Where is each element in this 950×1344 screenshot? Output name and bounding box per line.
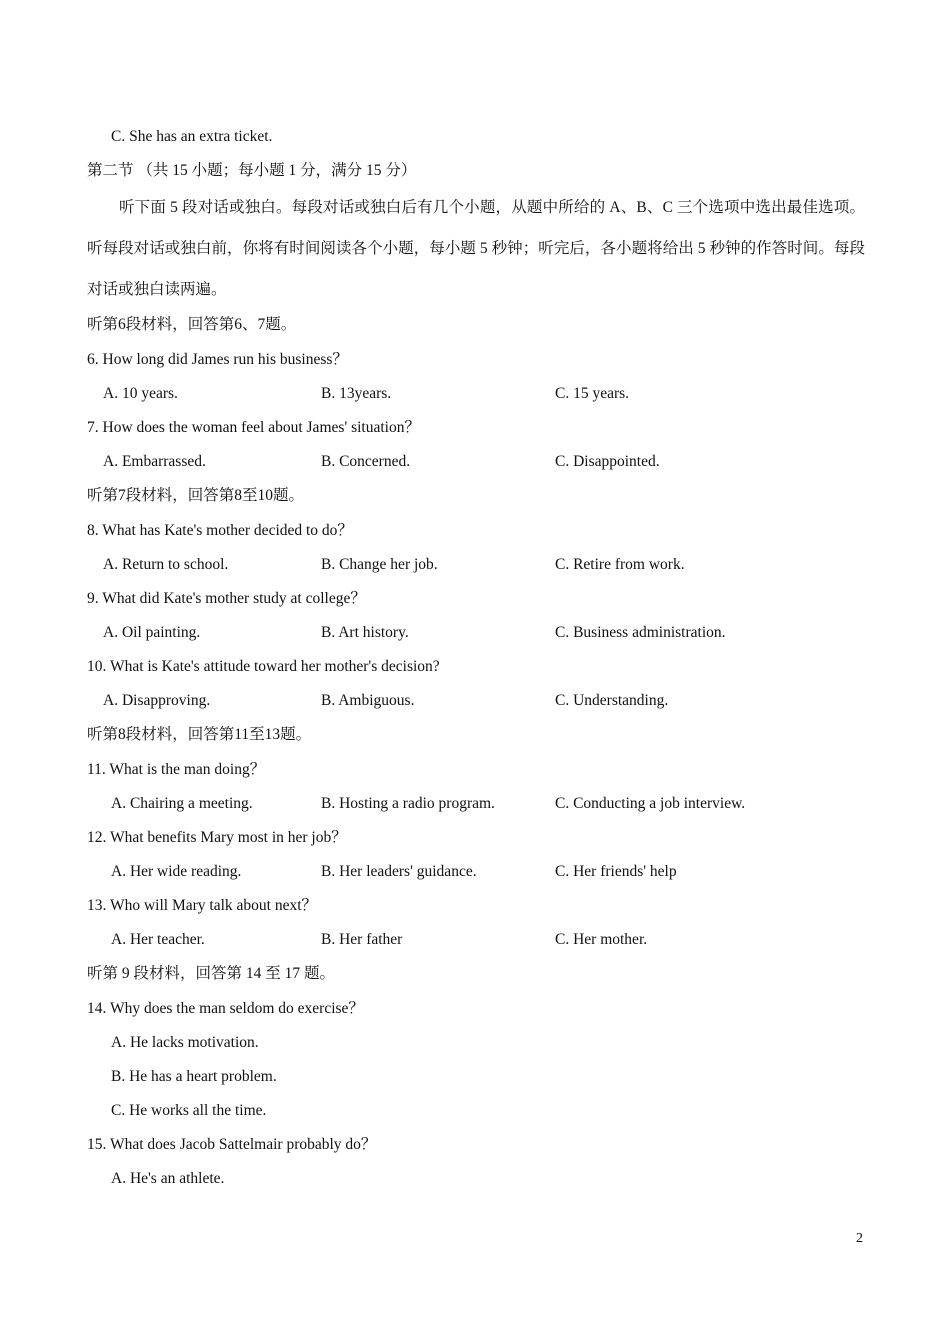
question-6: 6. How long did James run his business？ <box>87 351 348 368</box>
question-12-option-a: A. Her wide reading. <box>111 863 242 880</box>
question-13: 13. Who will Mary talk about next？ <box>87 897 318 914</box>
question-8-option-a: A. Return to school. <box>103 556 229 573</box>
question-8-option-c: C. Retire from work. <box>555 556 685 573</box>
question-9-option-c: C. Business administration. <box>555 624 726 641</box>
question-14-option-a: A. He lacks motivation. <box>111 1034 259 1051</box>
question-6-option-a: A. 10 years. <box>103 385 178 402</box>
question-9-option-b: B. Art history. <box>321 624 409 641</box>
question-12-option-b: B. Her leaders' guidance. <box>321 863 477 880</box>
question-7-option-c: C. Disappointed. <box>555 453 660 470</box>
question-15: 15. What does Jacob Sattelmair probably do？ <box>87 1136 377 1153</box>
material-7-heading: 听第7段材料，回答第8至10题。 <box>87 487 305 504</box>
question-10: 10. What is Kate's attitude toward her mother's decision? <box>87 658 440 675</box>
question-9: 9. What did Kate's mother study at college？ <box>87 590 366 607</box>
question-14: 14. Why does the man seldom do exercise？ <box>87 1000 364 1017</box>
page-number: 2 <box>856 1231 863 1246</box>
section-heading: 第二节 （共 15 小题；每小题 1 分，满分 15 分） <box>87 162 417 179</box>
instructions-paragraph: 听下面 5 段对话或独白。每段对话或独白后有几个小题，从题中所给的 A、B、C 三个选项中选出最佳选项。听每段对话或独白前，你将有时间阅读各个小题，每小题 5 秒钟；听完后，各小题将给出 5 秒钟的作答时间。每段对话或独白读两遍。 <box>87 199 865 298</box>
material-6-heading: 听第6段材料，回答第6、7题。 <box>87 316 297 333</box>
question-11: 11. What is the man doing？ <box>87 761 266 778</box>
question-14-option-b: B. He has a heart problem. <box>111 1068 277 1085</box>
question-14-option-c: C. He works all the time. <box>111 1102 267 1119</box>
question-10-option-a: A. Disapproving. <box>103 692 211 709</box>
question-13-option-b: B. Her father <box>321 931 403 948</box>
question-12-option-c: C. Her friends' help <box>555 863 677 880</box>
question-9-option-a: A. Oil painting. <box>103 624 201 641</box>
question-6-option-b: B. 13years. <box>321 385 392 402</box>
question-6-option-c: C. 15 years. <box>555 385 630 402</box>
material-8-heading: 听第8段材料，回答第11至13题。 <box>87 726 312 743</box>
question-12: 12. What benefits Mary most in her job？ <box>87 829 347 846</box>
question-10-option-b: B. Ambiguous. <box>321 692 415 709</box>
material-9-heading: 听第 9 段材料，回答第 14 至 17 题。 <box>87 965 336 982</box>
question-8: 8. What has Kate's mother decided to do？ <box>87 522 353 539</box>
question-15-option-a: A. He's an athlete. <box>111 1170 225 1187</box>
prev-option-c: C. She has an extra ticket. <box>111 128 273 145</box>
question-11-option-a: A. Chairing a meeting. <box>111 795 253 812</box>
question-11-option-b: B. Hosting a radio program. <box>321 795 495 812</box>
question-7: 7. How does the woman feel about James' situation？ <box>87 419 420 436</box>
question-13-option-a: A. Her teacher. <box>111 931 205 948</box>
question-11-option-c: C. Conducting a job interview. <box>555 795 746 812</box>
question-13-option-c: C. Her mother. <box>555 931 648 948</box>
question-8-option-b: B. Change her job. <box>321 556 438 573</box>
question-7-option-b: B. Concerned. <box>321 453 411 470</box>
question-7-option-a: A. Embarrassed. <box>103 453 206 470</box>
question-10-option-c: C. Understanding. <box>555 692 669 709</box>
